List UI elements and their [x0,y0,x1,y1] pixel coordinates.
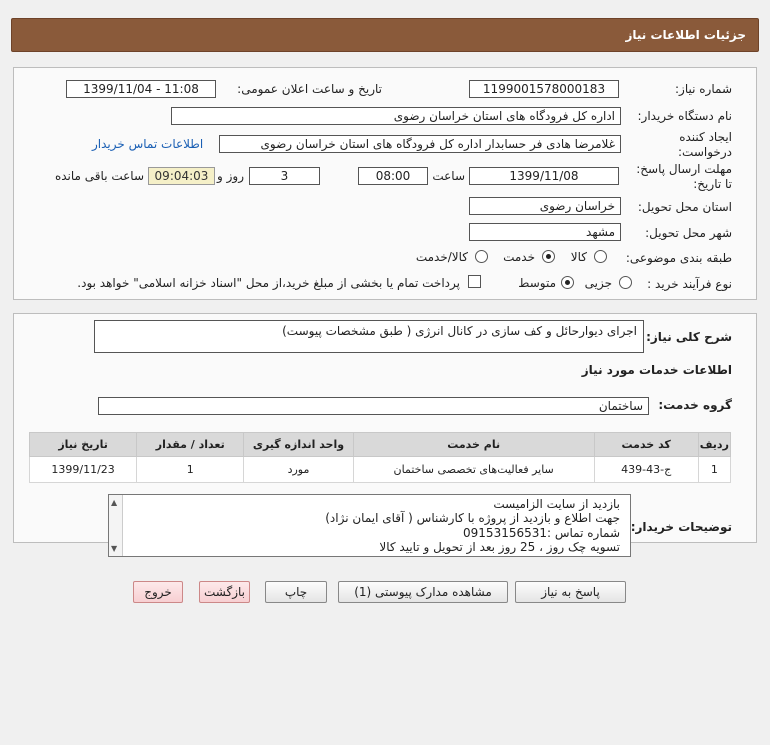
scroll-down-icon[interactable]: ▼ [111,544,118,553]
need-number-label: شماره نیاز: [675,82,732,96]
buyer-desc-label: توضیحات خریدار: [630,520,732,534]
deadline-label-2: تا تاریخ: [693,177,732,191]
announce-field: 1399/11/04 - 11:08 [66,80,216,98]
creator-field: غلامرضا هادی فر حسابدار اداره کل فرودگاه های استان خراسان رضوی [219,135,621,153]
summary-field: اجرای دیوارحائل و کف سازی در کانال انرژی ( طبق مشخصات پیوست) [94,320,644,353]
province-label: استان محل تحویل: [637,200,732,214]
process-radio-medium[interactable] [561,276,574,289]
exit-button[interactable]: خروج [133,581,183,603]
col-date: تاریخ نیاز [30,433,137,457]
city-label: شهر محل تحویل: [645,226,732,240]
cell-code: ج-43-439 [594,457,698,483]
table-row [30,457,731,483]
print-button[interactable]: چاپ [265,581,327,603]
col-code: کد خدمت [594,433,698,457]
scroll-up-icon[interactable]: ▲ [111,498,118,507]
province-field: خراسان رضوی [469,197,621,215]
buyer-desc-line-2: جهت اطلاع و بازدید از پروژه با کارشناس ( آقای ایمان نژاد) [325,511,620,525]
col-qty: تعداد / مقدار [137,433,244,457]
category-option-service: خدمت [503,250,535,264]
buyer-desc-line-3: شماره تماس :09153156531 [463,526,620,540]
cell-name: سایر فعالیت‌های تخصصی ساختمان [353,457,594,483]
category-radio-goods[interactable] [594,250,607,263]
page-title: جزئیات اطلاعات نیاز [625,28,746,42]
service-group-label: گروه خدمت: [658,398,732,412]
cell-unit: مورد [244,457,353,483]
page-header [11,18,759,52]
deadline-label-1: مهلت ارسال پاسخ: [636,162,732,176]
remaining-time-field: 09:04:03 [148,167,215,185]
attachments-button[interactable]: مشاهده مدارک پیوستی (1) [338,581,508,603]
deadline-date-field: 1399/11/08 [469,167,619,185]
deadline-time-label: ساعت [432,169,465,183]
service-group-field: ساختمان [98,397,649,415]
remaining-label: ساعت باقی مانده [54,169,144,183]
cell-date: 1399/11/23 [30,457,137,483]
process-option-medium: متوسط [518,276,556,290]
buyer-contact-link[interactable]: اطلاعات تماس خریدار [92,137,204,151]
table-header-row [30,433,731,457]
buyer-desc-line-1: بازدید از سایت الزامیست [493,497,620,511]
col-row: ردیف [698,433,730,457]
back-button[interactable]: بازگشت [199,581,250,603]
process-option-minor: جزیی [584,276,612,290]
buyer-desc-line-4: تسویه چک روز ، 25 روز بعد از تحویل و تایید کالا [379,540,620,554]
buyer-org-label: نام دستگاه خریدار: [637,109,732,123]
cell-qty: 1 [137,457,244,483]
category-option-goods-service: کالا/خدمت [415,250,468,264]
category-option-goods: کالا [570,250,587,264]
days-label: روز و [217,169,244,183]
category-radio-goods-service[interactable] [475,250,488,263]
process-label: نوع فرآیند خرید : [647,277,732,291]
days-field: 3 [249,167,320,185]
col-unit: واحد اندازه گیری [244,433,353,457]
category-label: طبقه بندی موضوعی: [625,251,732,265]
services-table [29,432,731,483]
need-number-field: 1199001578000183 [469,80,619,98]
services-section-title: اطلاعات خدمات مورد نیاز [581,363,732,377]
buyer-org-field: اداره کل فرودگاه های استان خراسان رضوی [171,107,621,125]
cell-row: 1 [698,457,730,483]
city-field: مشهد [469,223,621,241]
desc-scrollbar[interactable] [109,495,123,556]
summary-label: شرح کلی نیاز: [646,330,732,344]
payment-note: پرداخت تمام یا بخشی از مبلغ خرید،از محل "اسناد خزانه اسلامی" خواهد بود. [77,276,460,290]
treasury-checkbox[interactable] [468,275,481,288]
announce-label: تاریخ و ساعت اعلان عمومی: [237,82,382,96]
deadline-time-field: 08:00 [358,167,428,185]
creator-label-1: ایجاد کننده [679,130,732,144]
category-radio-service[interactable] [542,250,555,263]
creator-label-2: درخواست: [678,145,732,159]
buyer-desc-box[interactable] [108,494,631,557]
process-radio-minor[interactable] [619,276,632,289]
col-name: نام خدمت [353,433,594,457]
reply-button[interactable]: پاسخ به نیاز [515,581,626,603]
